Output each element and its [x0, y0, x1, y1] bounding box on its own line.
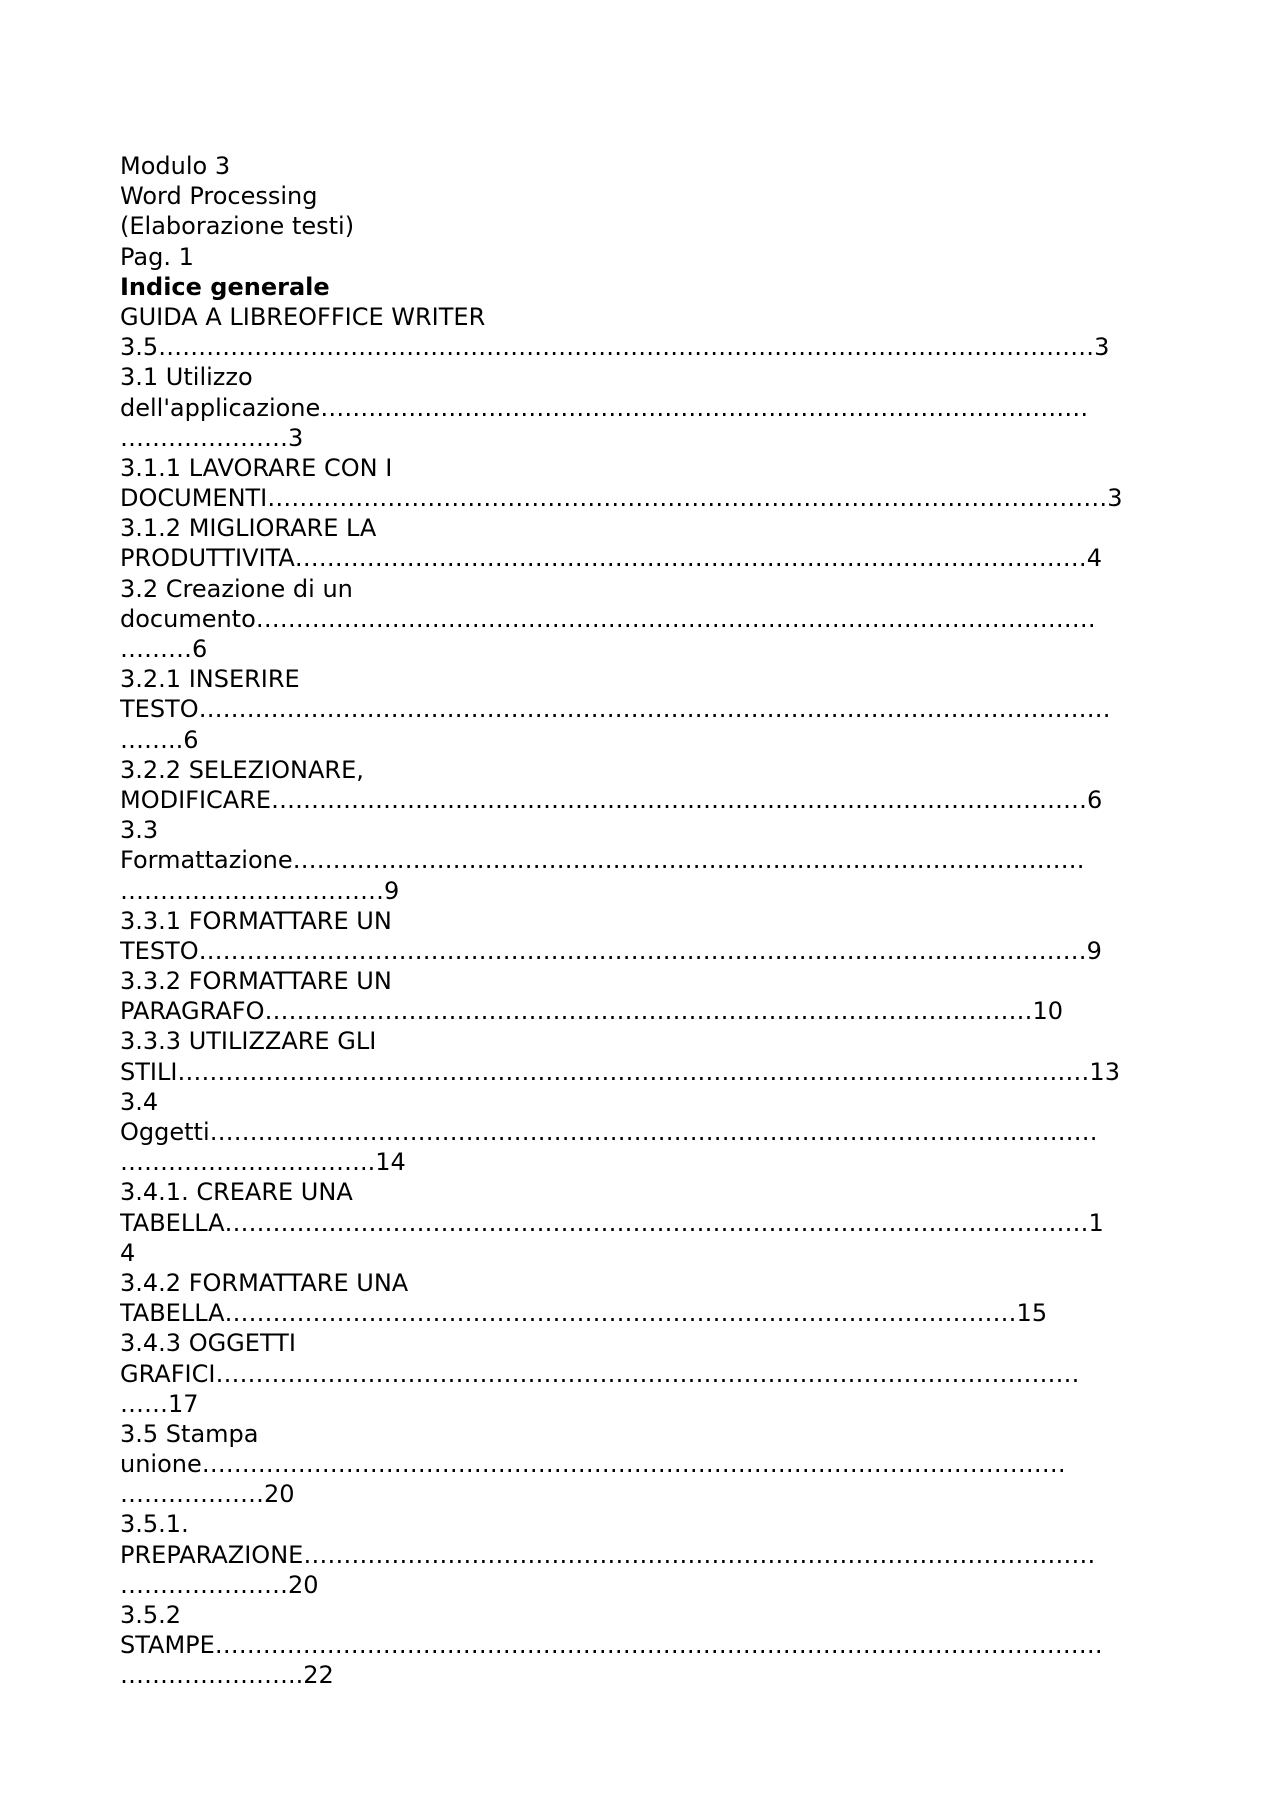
toc-line: ……..6	[120, 725, 199, 754]
toc-line: STAMPE…………………………………………………………………………………………………	[120, 1631, 1103, 1660]
toc-line: dell'applicazione……………………………………………………………………………………	[120, 393, 1089, 422]
toc-line: ……………………………9	[120, 876, 400, 905]
subject-label: Word Processing	[120, 182, 318, 211]
toc-line: 3.1.2 MIGLIORARE LA	[120, 514, 377, 543]
toc-line: 3.3	[120, 816, 159, 845]
toc-line: 3.3.3 UTILIZZARE GLI	[120, 1027, 377, 1056]
toc-line: …………………………..14	[120, 1148, 406, 1177]
toc-line: 3.4.3 OGGETTI	[120, 1329, 296, 1358]
toc-line: Oggetti…………………………………………………………………………………………………	[120, 1118, 1098, 1146]
toc-line: 3.2.2 SELEZIONARE,	[120, 755, 364, 784]
toc-line: GUIDA A LIBREOFFICE WRITER	[120, 302, 486, 331]
toc-line: 4	[120, 1238, 136, 1267]
toc-line: 3.1.1 LAVORARE CON I	[120, 453, 393, 482]
toc-line: ………6	[120, 635, 208, 663]
toc-line: STILI……………………………………………………………………………………………………13	[120, 1057, 1120, 1086]
toc-line: GRAFICI………………………………………………………………………………………………	[120, 1359, 1080, 1388]
toc-line: 3.5 Stampa	[120, 1419, 259, 1448]
toc-line: TESTO…………………………………………………………………………………………………9	[120, 936, 1102, 965]
toc-line: PARAGRAFO……………………………………………………………………………………10	[120, 997, 1064, 1026]
toc-line: 3.2 Creazione di un	[120, 574, 353, 603]
toc-line: PREPARAZIONE………………………………………………………………………………………	[120, 1540, 1096, 1569]
toc-line: 3.1 Utilizzo	[120, 363, 253, 392]
toc-line: …………………20	[120, 1570, 319, 1599]
toc-line: TABELLA………………………………………………………………………………………15	[120, 1299, 1048, 1328]
toc-list	[120, 302, 1170, 1691]
toc-line: MODIFICARE…………………………………………………………………………………………6	[120, 785, 1103, 814]
toc-line: ………………20	[120, 1480, 295, 1509]
toc-line: PRODUTTIVITA………………………………………………………………………………………4	[120, 544, 1103, 573]
toc-line: Formattazione………………………………………………………………………………………	[120, 846, 1085, 875]
toc-line: 3.5.2	[120, 1601, 182, 1629]
toc-line: 3.3.1 FORMATTARE UN	[120, 906, 392, 935]
toc-line: …………………3	[120, 423, 304, 452]
toc-line: ……17	[120, 1389, 199, 1418]
toc-line: 3.3.2 FORMATTARE UN	[120, 967, 392, 996]
subtitle-label: (Elaborazione testi)	[120, 212, 355, 241]
toc-line: 3.4.1. CREARE UNA	[120, 1178, 353, 1207]
toc-line: 3.5.1.	[120, 1510, 189, 1539]
toc-line: …………………..22	[120, 1661, 334, 1690]
toc-line: TESTO……………………………………………………………………………………………………	[120, 695, 1111, 724]
toc-line: TABELLA………………………………………………………………………………………………1	[120, 1208, 1104, 1237]
document-page	[120, 151, 1170, 1691]
toc-line: 3.4.2 FORMATTARE UNA	[120, 1268, 409, 1297]
module-label: Modulo 3	[120, 152, 231, 180]
toc-title: Indice generale	[120, 272, 330, 301]
toc-line: 3.5………………………………………………………………………………………………………3	[120, 333, 1110, 362]
toc-line: 3.2.1 INSERIRE	[120, 665, 300, 694]
toc-line: documento……………………………………………………………………………………………	[120, 604, 1096, 633]
page-number: Pag. 1	[120, 242, 194, 271]
toc-line: unione………………………………………………………………………………………………	[120, 1450, 1066, 1479]
toc-line: 3.4	[120, 1087, 159, 1116]
toc-line: DOCUMENTI……………………………………………………………………………………………3	[120, 484, 1123, 513]
